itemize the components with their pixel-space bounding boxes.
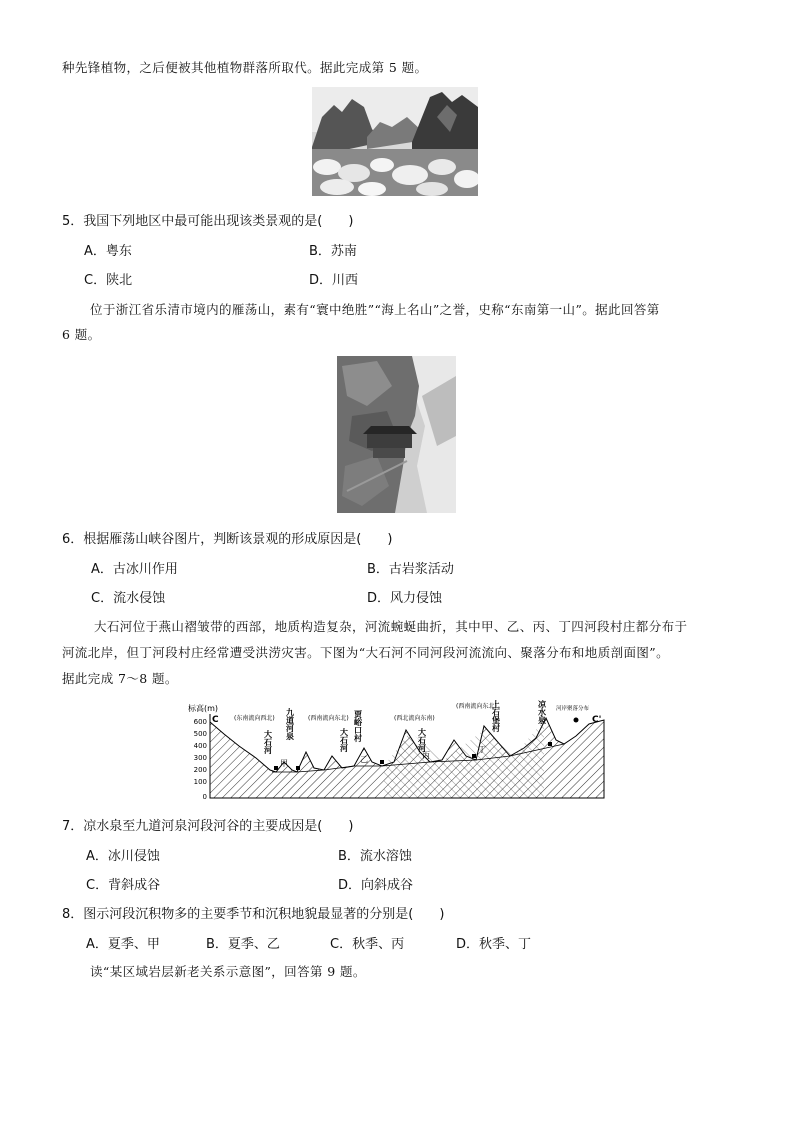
- place-label-jiudaohequan: 九道河泉: [285, 708, 295, 740]
- passage-78-line-1: 大石河位于燕山褶皱带的西部，地质构造复杂，河流蜿蜒曲折，其中甲、乙、丙、丁四河段村庄都分布于: [94, 619, 688, 634]
- q5-option-a[interactable]: A．粤东: [84, 244, 132, 259]
- y-tick-0: 0: [202, 793, 207, 801]
- q5-option-c[interactable]: C．陕北: [84, 273, 133, 288]
- direction-label-3: (西北流向东南): [394, 715, 435, 722]
- q8-option-a[interactable]: A．夏季、甲: [86, 937, 160, 952]
- q5-option-b[interactable]: B．苏南: [309, 244, 357, 259]
- passage-78-line-3: 据此完成 7～8 题。: [62, 671, 178, 686]
- q8-option-d[interactable]: D．秋季、丁: [456, 937, 532, 952]
- place-label-shangshibao: 上石堡村: [491, 700, 501, 732]
- intro-line: 种先锋植物，之后便被其他植物群落所取代。据此完成第 5 题。: [62, 60, 428, 75]
- settlement-marker-jia: [274, 766, 278, 770]
- q7-option-c[interactable]: C．背斜成谷: [86, 878, 161, 893]
- place-label-liangshuiquan: 凉水泉: [537, 700, 547, 724]
- y-tick-400: 400: [193, 742, 207, 750]
- yandang-cliff-image: [337, 356, 456, 513]
- q5-option-d[interactable]: D．川西: [309, 273, 359, 288]
- passage-78-line-2: 河流北岸，但丁河段村庄经常遭受洪涝灾害。下图为“大石河不同河段河流流向、聚落分布和地质剖面图”。: [62, 645, 669, 660]
- boulder-valley-image: [312, 87, 478, 196]
- passage-6-line-2: 6 题。: [62, 327, 101, 342]
- boulder-valley-photo: [312, 87, 478, 196]
- passage-6-line-1: 位于浙江省乐清市境内的雁荡山，素有“寰中绝胜”“海上名山”之誉，史称“东南第一山”。据此回答第: [90, 302, 660, 317]
- place-label-dashihe-2: 大石河: [339, 728, 349, 752]
- direction-label-4: (西南流向东北): [456, 703, 497, 710]
- place-label-dashihe-1: 大石河: [263, 730, 273, 754]
- y-tick-300: 300: [193, 754, 207, 762]
- y-tick-500: 500: [193, 730, 207, 738]
- segment-label-jia: 甲: [280, 759, 288, 768]
- legend-settlement-dot: [574, 718, 579, 723]
- q8-option-c[interactable]: C．秋季、丙: [330, 937, 405, 952]
- question-6-stem: 6．根据雁荡山峡谷图片，判断该景观的形成原因是( ): [62, 532, 393, 547]
- q7-option-b[interactable]: B．流水溶蚀: [338, 849, 412, 864]
- y-tick-100: 100: [193, 778, 207, 786]
- endpoint-label-c: C: [212, 715, 219, 725]
- y-tick-200: 200: [193, 766, 207, 774]
- river-profile-svg: [184, 700, 614, 806]
- q6-option-a[interactable]: A．古冰川作用: [91, 562, 178, 577]
- question-8-stem: 8．图示河段沉积物多的主要季节和沉积地貌最显著的分别是( ): [62, 907, 445, 922]
- settlement-marker-jiayukou: [380, 760, 384, 764]
- segment-label-bing: 丙: [422, 751, 430, 760]
- q7-option-d[interactable]: D．向斜成谷: [338, 878, 414, 893]
- y-tick-600: 600: [193, 718, 207, 726]
- question-7-stem: 7．凉水泉至九道河泉河段河谷的主要成因是( ): [62, 819, 354, 834]
- river-profile-figure: [184, 700, 614, 806]
- settlement-marker-jiudao: [296, 766, 300, 770]
- direction-label-1: (东南流向西北): [234, 715, 275, 722]
- q6-option-b[interactable]: B．古岩浆活动: [367, 562, 454, 577]
- y-axis-title: 标高(m): [188, 704, 219, 713]
- direction-label-2: (西南流向东北): [308, 715, 349, 722]
- endpoint-label-c-prime: C': [592, 715, 602, 725]
- segment-label-yi: 乙: [360, 755, 368, 764]
- q8-option-b[interactable]: B．夏季、乙: [206, 937, 280, 952]
- q6-option-c[interactable]: C．流水侵蚀: [91, 591, 166, 606]
- settlement-marker-liangshui: [548, 742, 552, 746]
- q6-option-d[interactable]: D．风力侵蚀: [367, 591, 443, 606]
- settlement-marker-ding: [472, 754, 476, 758]
- place-label-dashihe-3: 大石河: [417, 728, 427, 752]
- q7-option-a[interactable]: A．冰川侵蚀: [86, 849, 160, 864]
- legend-settlement-label: 河岸聚落分布: [556, 706, 590, 712]
- place-label-jiayukou: 贾峪口村: [353, 710, 363, 742]
- yandang-cliff-photo: [337, 356, 456, 513]
- question-5-stem: 5．我国下列地区中最可能出现该类景观的是( ): [62, 214, 354, 229]
- question-9-intro: 读“某区域岩层新老关系示意图”，回答第 9 题。: [90, 964, 366, 979]
- segment-label-ding: 丁: [478, 745, 486, 754]
